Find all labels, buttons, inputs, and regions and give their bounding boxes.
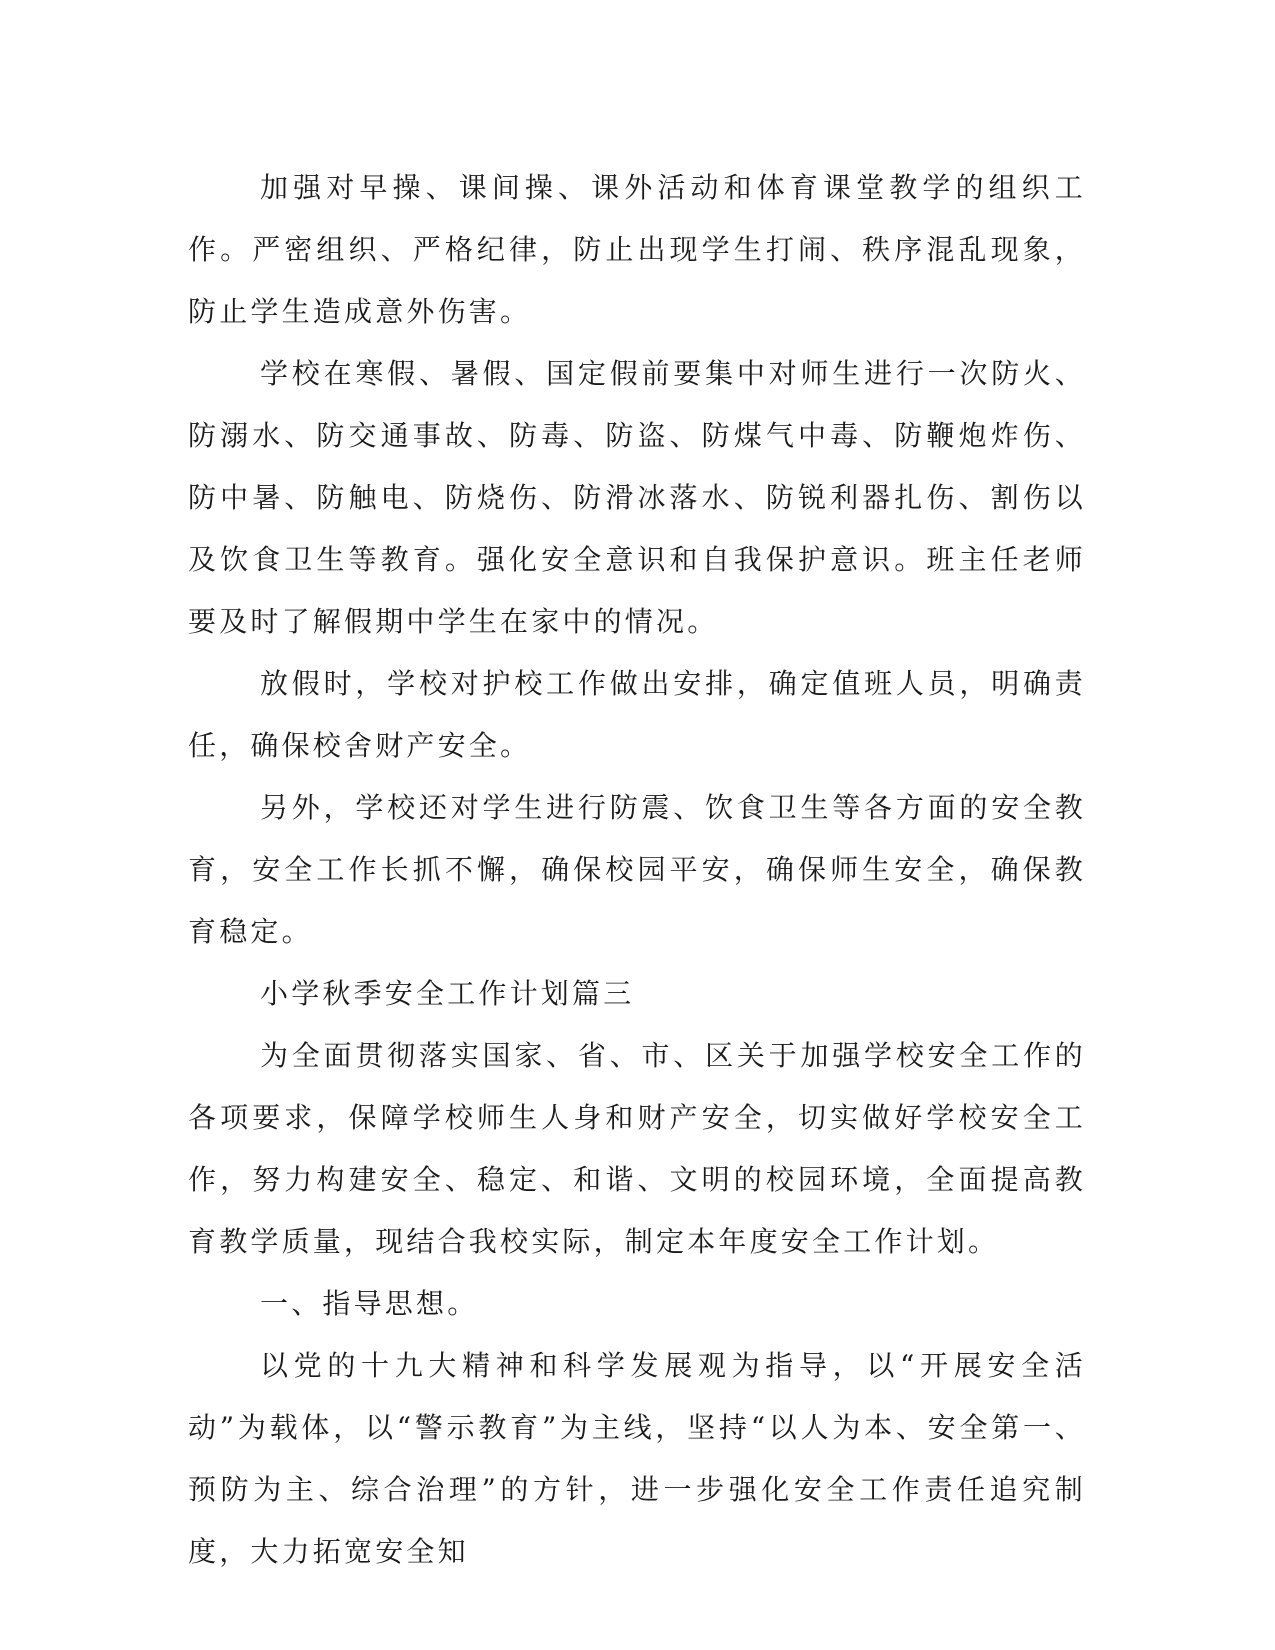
- section-title-plan-part-three: 小学秋季安全工作计划篇三: [260, 977, 635, 1010]
- document-body: [188, 157, 1086, 1583]
- paragraph-activities-organization: 加强对早操、课间操、课外活动和体育课堂教学的组织工作。严密组织、严格纪律，防止出现学生打闹、秩序混乱现象，防止学生造成意外伤害。: [188, 171, 1086, 328]
- paragraph-holiday-safety-education: 学校在寒假、暑假、国定假前要集中对师生进行一次防火、防溺水、防交通事故、防毒、防盗、防煤气中毒、防鞭炮炸伤、防中暑、防触电、防烧伤、防滑冰落水、防锐利器扎伤、割伤以及饮食卫生等教育。强化安全意识和自我保护意识。班主任老师要及时了解假期中学生在家中的情况。: [188, 357, 1086, 638]
- paragraph-campus-guard-arrangement: 放假时，学校对护校工作做出安排，确定值班人员，明确责任，确保校舍财产安全。: [188, 667, 1086, 762]
- paragraph-guiding-ideology: 以党的十九大精神和科学发展观为指导，以“开展安全活动”为载体，以“警示教育”为主线，坚持“以人为本、安全第一、预防为主、综合治理”的方针，进一步强化安全工作责任追究制度，大力拓宽安全知: [188, 1349, 1086, 1568]
- paragraph-additional-safety-education: 另外，学校还对学生进行防震、饮食卫生等各方面的安全教育，安全工作长抓不懈，确保校园平安，确保师生安全，确保教育稳定。: [188, 791, 1086, 948]
- heading-guiding-ideology: 一、指导思想。: [260, 1287, 479, 1320]
- paragraph-plan-introduction: 为全面贯彻落实国家、省、市、区关于加强学校安全工作的各项要求，保障学校师生人身和财产安全，切实做好学校安全工作，努力构建安全、稳定、和谐、文明的校园环境，全面提高教育教学质量，现结合我校实际，制定本年度安全工作计划。: [188, 1039, 1086, 1258]
